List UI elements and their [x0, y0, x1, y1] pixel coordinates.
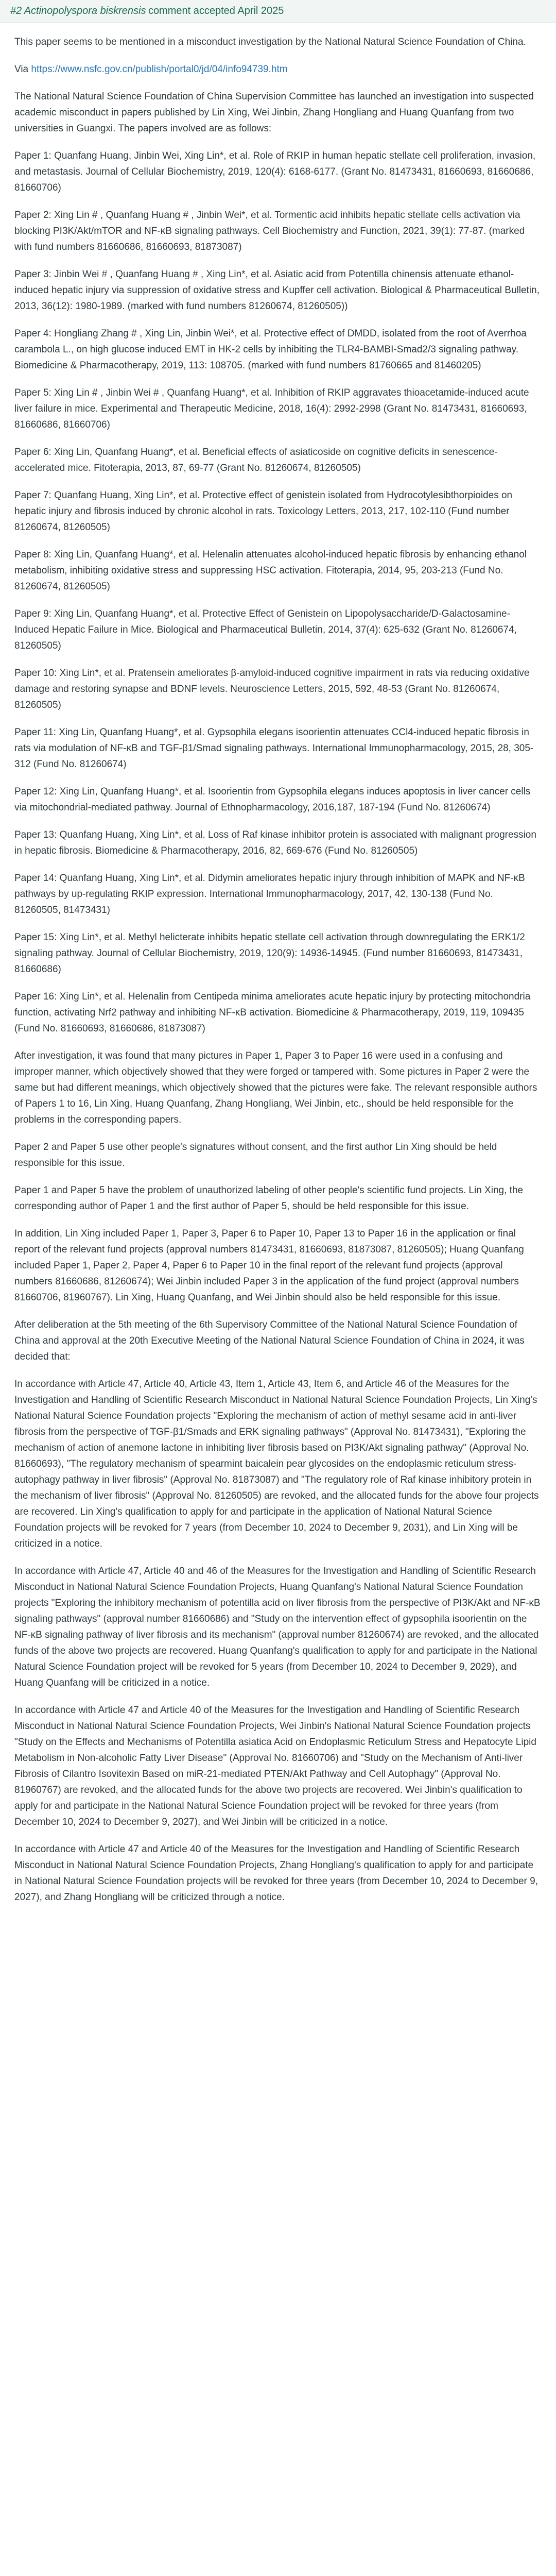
paragraph: Paper 13: Quanfang Huang, Xing Lin*, et al. Loss of Raf kinase inhibitor protein is associated with malignant progression in hepatic fibrosis. Biomedicine & Pharmacotherapy, 2016, 82, 669-676 (Fund No. 81260505): [14, 829, 536, 856]
paragraph: Paper 10: Xing Lin*, et al. Pratensein ameliorates β-amyloid-induced cognitive impairment in rats via reducing oxidative damage and restoring synapse and BDNF levels. Neuroscience Letters, 2015, 592, 48-53 (Grant No. 81260674, 81260505): [14, 668, 530, 710]
source-link[interactable]: https://www.nsfc.gov.cn/publish/portal0/jd/04/info94739.htm: [31, 64, 288, 75]
paragraph: Paper 1: Quanfang Huang, Jinbin Wei, Xing Lin*, et al. Role of RKIP in human hepatic stellate cell proliferation, invasion, and metastasis. Journal of Cellular Biochemistry, 2019, 120(4): 6168-6177. (Grant No. 81473431, 81660693, 81660686, 81660706): [14, 150, 536, 193]
comment-number: #2: [10, 5, 22, 16]
paragraph: In accordance with Article 47 and Article 40 of the Measures for the Investigation and Handling of Scientific Research Misconduct in National Natural Science Foundation Projects, Zhang Hongliang's qualification to apply for and participate in National Natural Science Foundation projects will be revoked for three years (from December 10, 2024 to December 9, 2027), and Zhang Hongliang will be criticized through a notice.: [14, 1844, 538, 1903]
paragraph: Paper 11: Xing Lin, Quanfang Huang*, et al. Gypsophila elegans isoorientin attenuates CCl4-induced hepatic fibrosis in rats via modulation of NF-κB and TGF-β1/Smad signaling pathways. International Immunopharmacology, 2015, 28, 305-312 (Fund No. 81260674): [14, 727, 534, 770]
via-prefix: Via: [14, 64, 31, 75]
paragraph: In accordance with Article 47, Article 40, Article 43, Item 1, Article 43, Item 6, and Article 46 of the Measures for the Investigation and Handling of Scientific Research Misconduct in National Natural Science Foundation Projects, Lin Xing's National Natural Science Foundation projects "Exploring the mechanism of action of methyl sesame acid in anti-liver fibrosis from the perspective of TGF-β1/Smads and ERK signaling pathways" (Approval No. 81473431), "Exploring the mechanism of action of anemone lactone in inhibiting liver fibrosis based on PI3K/Akt signaling pathway" (Approval No. 81660693), "The regulatory mechanism of spearmint baicalein pear glycosides on the endoplasmic reticulum stress-autophagy pathway in liver fibrosis" (Approval No. 81873087) and "The regulatory role of Raf kinase inhibitory protein in the mechanism of liver fibrosis" (Approval No. 81260505) are revoked, and the allocated funds for the above four projects are recovered. Lin Xing's qualification to apply for and participate in the application of National Natural Science Foundation projects will be revoked for 7 years (from December 10, 2024 to December 9, 2031), and Lin Xing will be criticized in a notice.: [14, 1379, 539, 1549]
paragraph: Paper 16: Xing Lin*, et al. Helenalin from Centipeda minima ameliorates acute hepatic injury by protecting mitochondria function, activating Nrf2 pathway and inhibiting NF-κB activation. Biomedicine & Pharmacotherapy, 2019, 119, 109435 (Fund No. 81660693, 81660686, 81873087): [14, 991, 531, 1034]
paragraph: Paper 3: Jinbin Wei # , Quanfang Huang # , Xing Lin*, et al. Asiatic acid from Potentilla chinensis attenuate ethanol-induced hepatic injury via suppression of oxidative stress and Kupffer cell activation. Biological & Pharmaceutical Bulletin, 2013, 36(12): 1980-1989. (marked with fund numbers 81260674, 81260505)): [14, 269, 540, 312]
paragraph: Paper 2 and Paper 5 use other people's signatures without consent, and the first author Lin Xing should be held responsible for this issue.: [14, 1142, 497, 1168]
paragraph: In accordance with Article 47 and Article 40 of the Measures for the Investigation and Handling of Scientific Research Misconduct in National Natural Science Foundation Projects, Wei Jinbin's National Natural Science Foundation projects "Study on the Effects and Mechanisms of Potentilla asiatica Acid on Endoplasmic Reticulum Stress and Hepatocyte Lipid Metabolism in Non-alcoholic Fatty Liver Disease" (Approval No. 81660706) and "Study on the Mechanism of Anti-liver Fibrosis of Cilantro Isovitexin Based on miR-21-mediated PTEN/Akt Pathway and Cell Autophagy" (Approval No. 81960767) are revoked, and the allocated funds for the above two projects are recovered. Wei Jinbin's qualification to apply for and participate in the National Natural Science Foundation project will be revoked for three years (from December 10, 2024 to December 9, 2027), and Wei Jinbin will be criticized in a notice.: [14, 1705, 536, 1827]
intro-text: This paper seems to be mentioned in a misconduct investigation by the National Natural Science Foundation of China.: [14, 37, 526, 47]
paragraph: The National Natural Science Foundation of China Supervision Committee has launched an investigation into suspected academic misconduct in papers published by Lin Xing, Wei Jinbin, Zhang Hongliang and Huang Quanfang from two universities in Guangxi. The papers involved are as follows:: [14, 91, 534, 134]
paragraph: Paper 14: Quanfang Huang, Xing Lin*, et al. Didymin ameliorates hepatic injury through inhibition of MAPK and NF-κB pathways by up-regulating RKIP expression. International Immunopharmacology, 2017, 42, 130-138 (Fund No. 81260505, 81473431): [14, 873, 525, 916]
paragraph: After investigation, it was found that many pictures in Paper 1, Paper 3 to Paper 16 were used in a confusing and improper manner, which objectively showed that they were forged or tampered with. Some pictures in Paper 2 were the same but had different meanings, which objectively showed that the pictures were fake. The relevant responsible authors of Papers 1 to 16, Lin Xing, Huang Quanfang, Zhang Hongliang, Wei Jinbin, etc., should be held responsible for the problems in the corresponding papers.: [14, 1050, 537, 1125]
paragraph: Paper 1 and Paper 5 have the problem of unauthorized labeling of other people's scientific fund projects. Lin Xing, the corresponding author of Paper 1 and the first author of Paper 5, should be held responsible for this issue.: [14, 1185, 524, 1212]
paragraph: Paper 2: Xing Lin # , Quanfang Huang # , Jinbin Wei*, et al. Tormentic acid inhibits hepatic stellate cells activation via blocking PI3K/Akt/mTOR and NF-κB signaling pathways. Cell Biochemistry and Function, 2021, 39(1): 77-87. (marked with fund numbers 81660686, 81660693, 81873087): [14, 210, 525, 252]
paragraph: Paper 5: Xing Lin # , Jinbin Wei # , Quanfang Huang*, et al. Inhibition of RKIP aggravates thioacetamide-induced acute liver failure in mice. Experimental and Therapeutic Medicine, 2018, 16(4): 2992-2998 (Grant No. 81473431, 81660693, 81660686, 81660706): [14, 387, 529, 430]
paragraph: Paper 7: Quanfang Huang, Xing Lin*, et al. Protective effect of genistein isolated from Hydrocotylesibthorpioides on hepatic injury and fibrosis induced by chronic alcohol in rats. Toxicology Letters, 2013, 217, 102-110 (Fund number 81260674, 81260505): [14, 490, 513, 533]
paragraph: In addition, Lin Xing included Paper 1, Paper 3, Paper 6 to Paper 10, Paper 13 to Paper 16 in the application or final report of the relevant fund projects (approval numbers 81473431, 81660693, 81873087, 81260505); Huang Quanfang included Paper 1, Paper 2, Paper 4, Paper 6 to Paper 10 in the final report of the relevant fund projects (approval numbers 81660686, 81260674); Wei Jinbin included Paper 3 in the application of the fund project (approval numbers 81660706, 81960767). Lin Xing, Huang Quanfang, and Wei Jinbin should also be held responsible for this issue.: [14, 1228, 524, 1303]
via-line: [14, 61, 542, 77]
paragraph: Paper 6: Xing Lin, Quanfang Huang*, et al. Beneficial effects of asiaticoside on cognitive deficits in senescence-accelerated mice. Fitoterapia, 2013, 87, 69-77 (Grant No. 81260674, 81260505): [14, 447, 498, 473]
paragraph: In accordance with Article 47, Article 40 and 46 of the Measures for the Investigation and Handling of Scientific Research Misconduct in National Natural Science Foundation Projects, Huang Quanfang's National Natural Science Foundation projects "Exploring the inhibitory mechanism of potentilla acid on liver fibrosis from the perspective of PI3K/Akt and NF-κB signaling pathways" (approval number 81660686) and "Study on the intervention effect of gypsophila isoorientin on the NF-κB signaling pathway of liver fibrosis and its mechanism" (approval number 81260674) are revoked, and the allocated funds of the above two projects are recovered. Huang Quanfang's qualification to apply for and participate in the National Natural Science Foundation project will be revoked for 5 years (from December 10, 2024 to December 9, 2029), and Huang Quanfang will be criticized in a notice.: [14, 1566, 541, 1688]
species-link[interactable]: Actinopolyspora biskrensis: [24, 5, 146, 16]
paragraph: After deliberation at the 5th meeting of the 6th Supervisory Committee of the National Natural Science Foundation of China and approval at the 20th Executive Meeting of the National Natural Science Foundation of China in 2024, it was decided that:: [14, 1319, 525, 1362]
paragraph: Paper 12: Xing Lin, Quanfang Huang*, et al. Isoorientin from Gypsophila elegans induces apoptosis in liver cancer cells via mitochondrial-mediated pathway. Journal of Ethnopharmacology, 2016,187, 187-194 (Fund No. 81260674): [14, 786, 531, 813]
comment-status: comment accepted April 2025: [148, 5, 284, 16]
paragraph: Paper 9: Xing Lin, Quanfang Huang*, et al. Protective Effect of Genistein on Lipopolysaccharide/D-Galactosamine- Induced Hepatic Failure in Mice. Biological and Pharmaceutical Bulletin, 2014, 37(4): 625-632 (Grant No. 81260674, 81260505): [14, 608, 517, 651]
paragraph: Paper 4: Hongliang Zhang # , Xing Lin, Jinbin Wei*, et al. Protective effect of DMDD, isolated from the root of Averrhoa carambola L., on high glucose induced EMT in HK-2 cells by inhibiting the TLR4-BAMBI-Smad2/3 signaling pathway. Biomedicine & Pharmacotherapy, 2019, 113: 108705. (marked with fund numbers 81760665 and 81460205): [14, 328, 527, 371]
comment-header: [0, 0, 556, 23]
paragraph: Paper 15: Xing Lin*, et al. Methyl helicterate inhibits hepatic stellate cell activation through downregulating the ERK1/2 signaling pathway. Journal of Cellular Biochemistry, 2019, 120(9): 14936-14945. (Fund number 81660693, 81473431, 81660686): [14, 932, 525, 975]
paragraph: Paper 8: Xing Lin, Quanfang Huang*, et al. Helenalin attenuates alcohol-induced hepatic fibrosis by enhancing ethanol metabolism, inhibiting oxidative stress and suppressing HSC activation. Fitoterapia, 2014, 95, 203-213 (Fund No. 81260674, 81260505): [14, 549, 527, 592]
paragraph-list: [14, 89, 542, 1905]
comment-body: [0, 23, 556, 1933]
